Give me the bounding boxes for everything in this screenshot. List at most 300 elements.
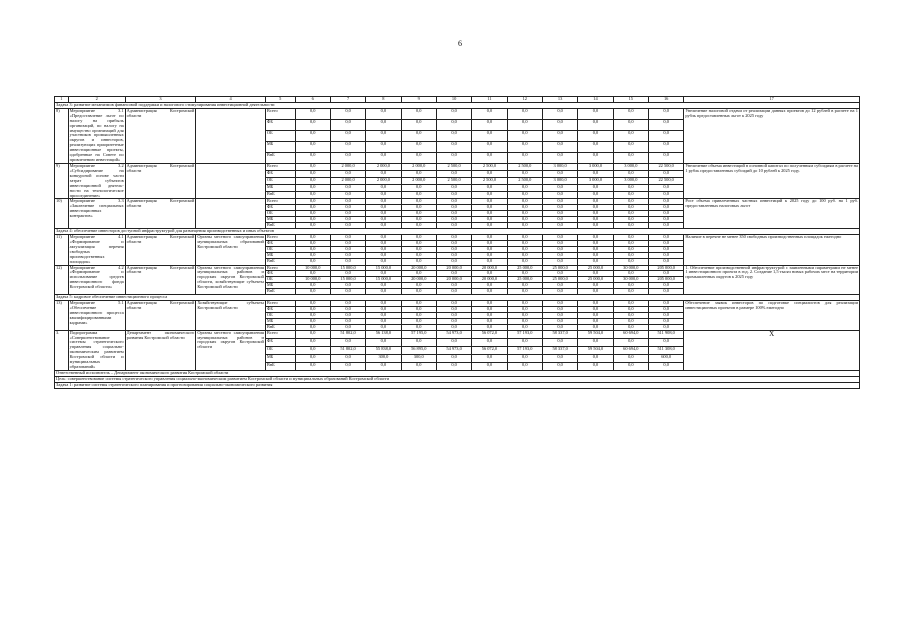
amount-cell: 0,0 bbox=[507, 223, 542, 229]
amount-cell: 0,0 bbox=[401, 217, 436, 223]
amount-cell: 0,0 bbox=[436, 301, 471, 307]
amount-cell: 0,0 bbox=[472, 217, 507, 223]
amount-cell: 0,0 bbox=[507, 119, 542, 130]
amount-cell: 25 000,0 bbox=[578, 265, 613, 271]
amount-cell: 0,0 bbox=[436, 253, 471, 259]
amount-cell: 0,0 bbox=[648, 306, 683, 312]
amount-cell: 0,0 bbox=[542, 234, 577, 240]
executor: Администрация Костромской области bbox=[125, 234, 196, 265]
amount-cell: 0,0 bbox=[436, 192, 471, 199]
funding-source: МБ bbox=[265, 141, 295, 152]
amount-cell: 0,0 bbox=[436, 354, 471, 362]
expected-result: 1. Обеспечение производственной инфраструктурой с заявленными параметрами не менее 1 инвестиционного проекта в год. 2. Создание 1,5 тысяч новых рабочих мест на территории промышленных округов к 2025 году bbox=[684, 265, 860, 295]
funding-source: ОБ bbox=[265, 346, 295, 354]
amount-cell: 22 500,0 bbox=[648, 163, 683, 170]
amount-cell: 0,0 bbox=[401, 205, 436, 211]
amount-cell: 20 000,0 bbox=[436, 265, 471, 271]
header-cell: 2 bbox=[68, 97, 125, 103]
amount-cell: 25 000,0 bbox=[542, 265, 577, 271]
expected-result: Рост объема привлеченных частных инвестиций к 2025 году до 100 руб. на 1 руб. предоставленных налоговых льгот bbox=[684, 199, 860, 229]
amount-cell: 0,0 bbox=[578, 306, 613, 312]
event-name: Мероприятие 4.1 «Формирование и актуализация перечня свободных производственных площадок» bbox=[69, 234, 124, 264]
page-number: 6 bbox=[458, 39, 462, 48]
amount-cell: 0,0 bbox=[578, 119, 613, 130]
funding-source: ОБ bbox=[265, 211, 295, 217]
amount-cell: 0,0 bbox=[648, 119, 683, 130]
amount-cell: 2 000,0 bbox=[366, 178, 401, 185]
amount-cell: 2 000,0 bbox=[401, 163, 436, 170]
amount-cell: 0,0 bbox=[613, 354, 648, 362]
amount-cell: 0,0 bbox=[295, 185, 330, 192]
amount-cell: 0,0 bbox=[436, 130, 471, 141]
amount-cell: 0,0 bbox=[330, 211, 365, 217]
amount-cell: 0,0 bbox=[401, 141, 436, 152]
amount-cell: 0,0 bbox=[295, 306, 330, 312]
section-title: Ответственный исполнитель – Департамент экономического развития Костромской области bbox=[55, 371, 860, 377]
funding-source: Всего bbox=[265, 199, 295, 205]
amount-cell: 0,0 bbox=[436, 362, 471, 370]
amount-cell: 0,0 bbox=[366, 241, 401, 247]
amount-cell: 0,0 bbox=[578, 211, 613, 217]
amount-cell: 0,0 bbox=[578, 259, 613, 265]
amount-cell: 0,0 bbox=[507, 211, 542, 217]
amount-cell: 0,0 bbox=[507, 362, 542, 370]
amount-cell: 0,0 bbox=[436, 205, 471, 211]
amount-cell: 0,0 bbox=[578, 205, 613, 211]
amount-cell: 0,0 bbox=[578, 338, 613, 346]
funding-source: ВнБ bbox=[265, 192, 295, 199]
amount-cell: 0,0 bbox=[330, 223, 365, 229]
header-cell: 1 bbox=[55, 97, 69, 103]
amount-cell: 0,0 bbox=[295, 223, 330, 229]
amount-cell: 0,0 bbox=[507, 108, 542, 119]
amount-cell: 0,0 bbox=[472, 223, 507, 229]
amount-cell: 0,0 bbox=[401, 283, 436, 289]
amount-cell: 3 000,0 bbox=[578, 163, 613, 170]
amount-cell: 0,0 bbox=[613, 192, 648, 199]
amount-cell: 22 500,0 bbox=[648, 178, 683, 185]
funding-source: ВнБ bbox=[265, 259, 295, 265]
row-number: 12) bbox=[55, 265, 69, 295]
amount-cell: 0,0 bbox=[330, 354, 365, 362]
amount-cell: 0,0 bbox=[330, 241, 365, 247]
amount-cell: 0,0 bbox=[542, 324, 577, 330]
amount-cell: 0,0 bbox=[366, 119, 401, 130]
amount-cell: 0,0 bbox=[366, 217, 401, 223]
amount-cell: 0,0 bbox=[401, 192, 436, 199]
amount-cell: 0,0 bbox=[613, 152, 648, 163]
funding-source: ФБ bbox=[265, 171, 295, 178]
amount-cell: 0,0 bbox=[295, 338, 330, 346]
amount-cell: 0,0 bbox=[366, 271, 401, 277]
amount-cell: 2 500,0 bbox=[436, 163, 471, 170]
amount-cell: 0,0 bbox=[401, 271, 436, 277]
amount-cell: 56 072,0 bbox=[472, 330, 507, 338]
amount-cell: 0,0 bbox=[330, 119, 365, 130]
amount-cell: 0,0 bbox=[507, 130, 542, 141]
amount-cell: 0,0 bbox=[472, 234, 507, 240]
amount-cell: 0,0 bbox=[295, 217, 330, 223]
amount-cell: 0,0 bbox=[542, 141, 577, 152]
amount-cell: 0,0 bbox=[613, 119, 648, 130]
amount-cell: 0,0 bbox=[436, 312, 471, 318]
amount-cell: 0,0 bbox=[295, 241, 330, 247]
amount-cell: 0,0 bbox=[436, 283, 471, 289]
amount-cell: 0,0 bbox=[472, 141, 507, 152]
amount-cell: 0,0 bbox=[613, 318, 648, 324]
amount-cell: 0,0 bbox=[472, 283, 507, 289]
amount-cell: 0,0 bbox=[648, 217, 683, 223]
amount-cell: 0,0 bbox=[330, 141, 365, 152]
amount-cell: 0,0 bbox=[613, 324, 648, 330]
amount-cell: 0,0 bbox=[578, 234, 613, 240]
amount-cell: 0,0 bbox=[542, 211, 577, 217]
amount-cell: 0,0 bbox=[648, 205, 683, 211]
amount-cell: 0,0 bbox=[578, 253, 613, 259]
amount-cell: 0,0 bbox=[401, 199, 436, 205]
amount-cell: 0,0 bbox=[295, 289, 330, 295]
funding-source: МБ bbox=[265, 185, 295, 192]
funding-source: ФБ bbox=[265, 205, 295, 211]
amount-cell: 0,0 bbox=[295, 324, 330, 330]
amount-cell: 0,0 bbox=[578, 289, 613, 295]
funding-source: МБ bbox=[265, 283, 295, 289]
amount-cell: 0,0 bbox=[613, 234, 648, 240]
amount-cell: 0,0 bbox=[578, 283, 613, 289]
section-title: Задача 4: обеспечение инвесторов доступной инфраструктурой для размещения производственных и иных объектов bbox=[55, 229, 860, 235]
amount-cell: 0,0 bbox=[401, 338, 436, 346]
event-name: Мероприятие 5.1 «Обеспечение инвестиционного процесса квалифицированными кадрами» bbox=[68, 301, 125, 331]
table-row bbox=[55, 265, 860, 271]
header-cell: 6 bbox=[295, 97, 330, 103]
amount-cell: 0,0 bbox=[648, 283, 683, 289]
funding-source: ВнБ bbox=[265, 324, 295, 330]
amount-cell: 0,0 bbox=[330, 324, 365, 330]
funding-source: ОБ bbox=[265, 178, 295, 185]
amount-cell: 0,0 bbox=[648, 362, 683, 370]
funding-source: ФБ bbox=[265, 241, 295, 247]
executor: Администрация Костромской области bbox=[125, 199, 196, 229]
amount-cell: 0,0 bbox=[295, 283, 330, 289]
amount-cell: 0,0 bbox=[401, 108, 436, 119]
amount-cell: 511 308,0 bbox=[648, 346, 683, 354]
amount-cell: 0,0 bbox=[436, 324, 471, 330]
amount-cell: 56 138,0 bbox=[366, 330, 401, 338]
amount-cell: 0,0 bbox=[542, 217, 577, 223]
event-name: Мероприятие 3.2 «Субсидирование на конкурсной основе части затрат субъектов инвестиционной деятель-ности на технологическое присоединение» bbox=[69, 163, 124, 198]
amount-cell: 0,0 bbox=[436, 152, 471, 163]
funding-source: МБ bbox=[265, 253, 295, 259]
amount-cell: 58 337,0 bbox=[542, 330, 577, 338]
amount-cell: 0,0 bbox=[295, 205, 330, 211]
executor: Администрация Костромской области bbox=[125, 265, 196, 295]
amount-cell: 15 000,0 bbox=[366, 277, 401, 283]
amount-cell: 0,0 bbox=[542, 119, 577, 130]
amount-cell: 0,0 bbox=[578, 354, 613, 362]
amount-cell: 0,0 bbox=[613, 211, 648, 217]
participant: Органы местного самоуправления муниципальных образований Костромской области bbox=[196, 234, 266, 265]
amount-cell: 0,0 bbox=[472, 247, 507, 253]
amount-cell: 0,0 bbox=[578, 223, 613, 229]
amount-cell: 0,0 bbox=[648, 234, 683, 240]
amount-cell: 0,0 bbox=[401, 223, 436, 229]
amount-cell: 57 195,0 bbox=[401, 330, 436, 338]
amount-cell: 25 000,0 bbox=[507, 265, 542, 271]
amount-cell: 0,0 bbox=[472, 324, 507, 330]
amount-cell: 0,0 bbox=[613, 141, 648, 152]
amount-cell: 0,0 bbox=[507, 283, 542, 289]
header-cell: 14 bbox=[578, 97, 613, 103]
amount-cell: 0,0 bbox=[472, 253, 507, 259]
amount-cell: 0,0 bbox=[578, 152, 613, 163]
amount-cell: 0,0 bbox=[648, 271, 683, 277]
amount-cell: 0,0 bbox=[295, 362, 330, 370]
section-title: Задача 3: развитие механизмов финансовой поддержки и налогового стимулирования инвестиционной деятельности bbox=[55, 102, 860, 108]
amount-cell: 0,0 bbox=[401, 185, 436, 192]
amount-cell: 0,0 bbox=[578, 199, 613, 205]
amount-cell: 300,0 bbox=[366, 354, 401, 362]
amount-cell: 0,0 bbox=[436, 241, 471, 247]
amount-cell: 0,0 bbox=[472, 205, 507, 211]
amount-cell: 0,0 bbox=[472, 152, 507, 163]
event-name: Мероприятие 4.2 «Формирование и использование средств инвестиционного фонда Костромской области» bbox=[68, 265, 125, 295]
amount-cell: 0,0 bbox=[542, 271, 577, 277]
amount-cell: 0,0 bbox=[436, 185, 471, 192]
amount-cell: 0,0 bbox=[507, 312, 542, 318]
amount-cell: 0,0 bbox=[578, 141, 613, 152]
section-row bbox=[55, 382, 860, 388]
amount-cell: 0,0 bbox=[401, 171, 436, 178]
amount-cell: 0,0 bbox=[472, 271, 507, 277]
amount-cell: 205 000,0 bbox=[648, 277, 683, 283]
amount-cell: 2 000,0 bbox=[330, 178, 365, 185]
amount-cell: 0,0 bbox=[330, 271, 365, 277]
amount-cell: 0,0 bbox=[401, 247, 436, 253]
amount-cell: 0,0 bbox=[472, 259, 507, 265]
header-cell: 5 bbox=[265, 97, 295, 103]
event-name: Мероприятие 3.1 «Предоставление льгот по налогу на прибыль организаций, по налогу на имущество организаций для участников промышленных округов и инвесторов, реализующих приоритетные инвестиционные проекты, одобренные на Совете по привлечению инвестиций» bbox=[69, 108, 124, 163]
amount-cell: 0,0 bbox=[366, 306, 401, 312]
funding-source: МБ bbox=[265, 354, 295, 362]
amount-cell: 0,0 bbox=[366, 312, 401, 318]
amount-cell: 2 500,0 bbox=[507, 178, 542, 185]
amount-cell: 0,0 bbox=[472, 241, 507, 247]
amount-cell: 0,0 bbox=[366, 234, 401, 240]
funding-source: Всего bbox=[265, 108, 295, 119]
amount-cell: 0,0 bbox=[648, 289, 683, 295]
event-name: Подпрограмма «Совершенствование системы стратегического управления социально-экономическим развитием Костромской области и муниципальных образований» bbox=[69, 330, 124, 370]
amount-cell: 0,0 bbox=[542, 223, 577, 229]
amount-cell: 0,0 bbox=[507, 141, 542, 152]
amount-cell: 0,0 bbox=[295, 108, 330, 119]
participant: Органы местного самоуправления муниципальных районов и городских округов Костромской области, хозяйствующие субъекты Костромской области bbox=[196, 265, 266, 295]
amount-cell: 0,0 bbox=[507, 241, 542, 247]
amount-cell: 0,0 bbox=[330, 130, 365, 141]
row-number: 9) bbox=[55, 163, 69, 198]
amount-cell: 0,0 bbox=[613, 199, 648, 205]
amount-cell: 0,0 bbox=[295, 192, 330, 199]
amount-cell: 0,0 bbox=[578, 241, 613, 247]
amount-cell: 15 000,0 bbox=[330, 277, 365, 283]
amount-cell: 0,0 bbox=[401, 130, 436, 141]
amount-cell: 0,0 bbox=[436, 199, 471, 205]
amount-cell: 0,0 bbox=[507, 301, 542, 307]
amount-cell: 0,0 bbox=[613, 108, 648, 119]
amount-cell: 0,0 bbox=[613, 130, 648, 141]
participant bbox=[196, 163, 266, 198]
amount-cell: 0,0 bbox=[436, 119, 471, 130]
amount-cell: 0,0 bbox=[366, 289, 401, 295]
amount-cell: 0,0 bbox=[542, 199, 577, 205]
amount-cell: 3 000,0 bbox=[578, 178, 613, 185]
funding-source: ВнБ bbox=[265, 223, 295, 229]
amount-cell: 0,0 bbox=[542, 289, 577, 295]
amount-cell: 0,0 bbox=[578, 192, 613, 199]
amount-cell: 0,0 bbox=[613, 259, 648, 265]
amount-cell: 2 500,0 bbox=[507, 163, 542, 170]
amount-cell: 600,0 bbox=[648, 354, 683, 362]
amount-cell: 0,0 bbox=[507, 185, 542, 192]
amount-cell: 0,0 bbox=[366, 211, 401, 217]
amount-cell: 0,0 bbox=[507, 354, 542, 362]
amount-cell: 20 000,0 bbox=[401, 277, 436, 283]
header-cell: 13 bbox=[542, 97, 577, 103]
funding-source: Всего bbox=[265, 163, 295, 170]
amount-cell: 0,0 bbox=[542, 253, 577, 259]
section-title: Задача 5: кадровое обеспечение инвестиционного процесса bbox=[55, 295, 860, 301]
funding-source: МБ bbox=[265, 217, 295, 223]
amount-cell: 0,0 bbox=[295, 312, 330, 318]
amount-cell: 0,0 bbox=[542, 312, 577, 318]
amount-cell: 0,0 bbox=[401, 306, 436, 312]
amount-cell: 0,0 bbox=[613, 271, 648, 277]
amount-cell: 59 504,0 bbox=[578, 346, 613, 354]
amount-cell: 0,0 bbox=[436, 318, 471, 324]
amount-cell: 57 193,0 bbox=[507, 330, 542, 338]
amount-cell: 0,0 bbox=[366, 171, 401, 178]
amount-cell: 0,0 bbox=[366, 108, 401, 119]
amount-cell: 0,0 bbox=[648, 223, 683, 229]
amount-cell: 0,0 bbox=[401, 119, 436, 130]
amount-cell: 0,0 bbox=[648, 108, 683, 119]
amount-cell: 0,0 bbox=[507, 271, 542, 277]
amount-cell: 55 838,0 bbox=[366, 346, 401, 354]
amount-cell: 2 500,0 bbox=[472, 178, 507, 185]
amount-cell: 0,0 bbox=[542, 301, 577, 307]
amount-cell: 300,0 bbox=[401, 354, 436, 362]
amount-cell: 0,0 bbox=[648, 301, 683, 307]
expected-result: Обеспечение заявок инвесторов по подготовке специалистов для реализации инвестиционных проектов в размере 100% ежегодно bbox=[684, 301, 860, 331]
amount-cell: 0,0 bbox=[613, 306, 648, 312]
amount-cell: 0,0 bbox=[472, 362, 507, 370]
amount-cell: 54 973,0 bbox=[436, 346, 471, 354]
amount-cell: 0,0 bbox=[507, 259, 542, 265]
amount-cell: 0,0 bbox=[330, 171, 365, 178]
amount-cell: 0,0 bbox=[472, 171, 507, 178]
amount-cell: 0,0 bbox=[295, 354, 330, 362]
amount-cell: 0,0 bbox=[613, 301, 648, 307]
amount-cell: 0,0 bbox=[542, 247, 577, 253]
amount-cell: 511 908,0 bbox=[648, 330, 683, 338]
amount-cell: 0,0 bbox=[330, 192, 365, 199]
amount-cell: 0,0 bbox=[436, 171, 471, 178]
amount-cell: 0,0 bbox=[330, 306, 365, 312]
amount-cell: 0,0 bbox=[436, 289, 471, 295]
row-number: 3. bbox=[55, 330, 69, 370]
amount-cell: 0,0 bbox=[507, 205, 542, 211]
amount-cell: 0,0 bbox=[436, 338, 471, 346]
amount-cell: 0,0 bbox=[613, 241, 648, 247]
amount-cell: 30 000,0 bbox=[613, 265, 648, 271]
amount-cell: 10 000,0 bbox=[295, 277, 330, 283]
executor: Администрация Костромской области bbox=[125, 108, 196, 163]
amount-cell: 0,0 bbox=[330, 312, 365, 318]
amount-cell: 0,0 bbox=[578, 247, 613, 253]
executor: Администрация Костромской области bbox=[125, 301, 196, 331]
amount-cell: 60 694,0 bbox=[613, 346, 648, 354]
amount-cell: 0,0 bbox=[472, 312, 507, 318]
amount-cell: 0,0 bbox=[366, 318, 401, 324]
amount-cell: 0,0 bbox=[613, 171, 648, 178]
funding-source: ФБ bbox=[265, 338, 295, 346]
amount-cell: 0,0 bbox=[295, 119, 330, 130]
amount-cell: 0,0 bbox=[613, 312, 648, 318]
header-cell: 16 bbox=[648, 97, 683, 103]
amount-cell: 0,0 bbox=[542, 241, 577, 247]
amount-cell: 0,0 bbox=[578, 108, 613, 119]
expected-result: X bbox=[684, 330, 860, 370]
amount-cell: 0,0 bbox=[401, 259, 436, 265]
header-cell: 8 bbox=[366, 97, 401, 103]
table-row bbox=[55, 163, 860, 170]
amount-cell: 0,0 bbox=[401, 152, 436, 163]
amount-cell: 0,0 bbox=[295, 330, 330, 338]
funding-source: Всего bbox=[265, 234, 295, 240]
amount-cell: 0,0 bbox=[578, 324, 613, 330]
participant: Хозяйствующие субъекты Костромской области bbox=[196, 301, 266, 331]
amount-cell: 0,0 bbox=[330, 289, 365, 295]
executor: Департамент экономического развития Костромской области bbox=[125, 330, 196, 370]
amount-cell: 0,0 bbox=[507, 234, 542, 240]
amount-cell: 51 802,0 bbox=[330, 346, 365, 354]
amount-cell: 0,0 bbox=[436, 108, 471, 119]
header-cell: 4 bbox=[196, 97, 266, 103]
amount-cell: 0,0 bbox=[542, 152, 577, 163]
amount-cell: 0,0 bbox=[330, 283, 365, 289]
amount-cell: 0,0 bbox=[648, 192, 683, 199]
expected-result: Наличие в перечне не менее 350 свободных производственных площадок ежегодно bbox=[684, 234, 860, 265]
row-number: 10) bbox=[55, 199, 69, 229]
amount-cell: 0,0 bbox=[401, 289, 436, 295]
amount-cell: 2 500,0 bbox=[436, 178, 471, 185]
amount-cell: 0,0 bbox=[472, 289, 507, 295]
amount-cell: 0,0 bbox=[295, 259, 330, 265]
amount-cell: 3 000,0 bbox=[542, 178, 577, 185]
amount-cell: 0,0 bbox=[578, 130, 613, 141]
amount-cell: 0,0 bbox=[366, 152, 401, 163]
amount-cell: 54 973,0 bbox=[436, 330, 471, 338]
amount-cell: 0,0 bbox=[366, 199, 401, 205]
amount-cell: 0,0 bbox=[295, 301, 330, 307]
amount-cell: 0,0 bbox=[507, 152, 542, 163]
amount-cell: 0,0 bbox=[330, 185, 365, 192]
amount-cell: 0,0 bbox=[613, 205, 648, 211]
amount-cell: 0,0 bbox=[295, 130, 330, 141]
amount-cell: 0,0 bbox=[295, 152, 330, 163]
amount-cell: 0,0 bbox=[507, 306, 542, 312]
table-row bbox=[55, 330, 860, 338]
amount-cell: 0,0 bbox=[330, 259, 365, 265]
